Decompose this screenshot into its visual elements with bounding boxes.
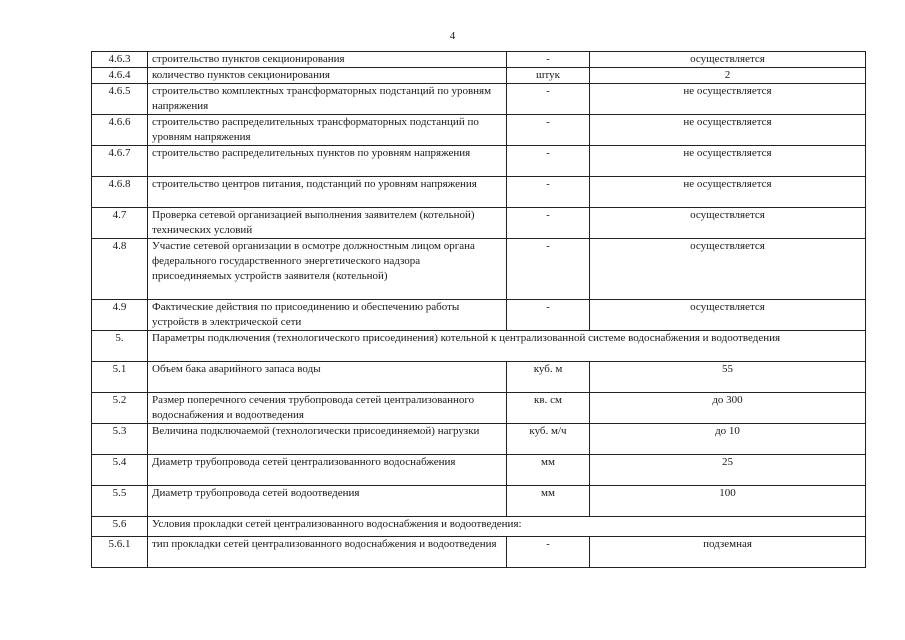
table-row (92, 115, 866, 146)
row-value: осуществляется (590, 300, 866, 331)
table-row (92, 146, 866, 177)
row-description: строительство центров питания, подстанций по уровням напряжения (148, 177, 507, 208)
table-row (92, 300, 866, 331)
row-number: 5.1 (92, 362, 148, 393)
table-row (92, 362, 866, 393)
row-unit: - (507, 84, 590, 115)
row-number: 5.6 (92, 517, 148, 537)
row-number: 4.6.5 (92, 84, 148, 115)
row-number: 5.6.1 (92, 537, 148, 568)
row-description: количество пунктов секционирования (148, 68, 507, 84)
row-unit: - (507, 208, 590, 239)
table-row (92, 68, 866, 84)
row-number: 4.6.6 (92, 115, 148, 146)
row-description: Размер поперечного сечения трубопровода сетей централизованного водоснабжения и водоотведения (148, 393, 507, 424)
row-value: 25 (590, 455, 866, 486)
row-number: 4.6.7 (92, 146, 148, 177)
row-number: 4.6.4 (92, 68, 148, 84)
row-number: 5.2 (92, 393, 148, 424)
table-row (92, 208, 866, 239)
row-number: 5.5 (92, 486, 148, 517)
row-unit: - (507, 115, 590, 146)
row-unit: куб. м/ч (507, 424, 590, 455)
row-value: не осуществляется (590, 115, 866, 146)
table-row (92, 455, 866, 486)
row-description: тип прокладки сетей централизованного водоснабжения и водоотведения (148, 537, 507, 568)
row-number: 4.9 (92, 300, 148, 331)
row-value: не осуществляется (590, 146, 866, 177)
row-description: строительство комплектных трансформаторных подстанций по уровням напряжения (148, 84, 507, 115)
table-row (92, 52, 866, 68)
row-value: подземная (590, 537, 866, 568)
row-number: 4.7 (92, 208, 148, 239)
row-description: Участие сетевой организации в осмотре должностным лицом органа федерального государственного энергетического надзора присоединяемых устройств заявителя (котельной) (148, 239, 507, 300)
row-value: осуществляется (590, 239, 866, 300)
section-title: Условия прокладки сетей централизованного водоснабжения и водоотведения: (148, 517, 866, 537)
page-number: 4 (449, 30, 456, 42)
row-unit: - (507, 239, 590, 300)
row-description: Фактические действия по присоединению и обеспечению работы устройств в электрической сети (148, 300, 507, 331)
row-description: Величина подключаемой (технологически присоединяемой) нагрузки (148, 424, 507, 455)
row-unit: куб. м (507, 362, 590, 393)
row-unit: кв. см (507, 393, 590, 424)
row-value: не осуществляется (590, 84, 866, 115)
row-number: 5.4 (92, 455, 148, 486)
row-value: 2 (590, 68, 866, 84)
section-row (92, 331, 866, 362)
section-title: Параметры подключения (технологического присоединения) котельной к централизованной системе водоснабжения и водоотведения (148, 331, 866, 362)
row-number: 4.6.3 (92, 52, 148, 68)
table-row (92, 393, 866, 424)
row-description: строительство пунктов секционирования (148, 52, 507, 68)
section-row (92, 517, 866, 537)
table-row (92, 486, 866, 517)
row-unit: мм (507, 486, 590, 517)
table-row (92, 424, 866, 455)
row-value: осуществляется (590, 52, 866, 68)
row-unit: - (507, 177, 590, 208)
row-unit: штук (507, 68, 590, 84)
row-value: 55 (590, 362, 866, 393)
row-description: строительство распределительных пунктов по уровням напряжения (148, 146, 507, 177)
row-description: Диаметр трубопровода сетей водоотведения (148, 486, 507, 517)
row-description: Объем бака аварийного запаса воды (148, 362, 507, 393)
row-description: Диаметр трубопровода сетей централизованного водоснабжения (148, 455, 507, 486)
row-unit: - (507, 146, 590, 177)
table-row (92, 84, 866, 115)
row-number: 4.6.8 (92, 177, 148, 208)
row-value: 100 (590, 486, 866, 517)
row-number: 5. (92, 331, 148, 362)
row-unit: - (507, 537, 590, 568)
row-value: осуществляется (590, 208, 866, 239)
row-value: не осуществляется (590, 177, 866, 208)
table-row (92, 537, 866, 568)
row-unit: мм (507, 455, 590, 486)
table-row (92, 177, 866, 208)
row-description: строительство распределительных трансформаторных подстанций по уровням напряжения (148, 115, 507, 146)
row-value: до 300 (590, 393, 866, 424)
row-description: Проверка сетевой организацией выполнения заявителем (котельной) технических условий (148, 208, 507, 239)
row-unit: - (507, 300, 590, 331)
row-unit: - (507, 52, 590, 68)
parameters-table (91, 51, 866, 568)
row-number: 4.8 (92, 239, 148, 300)
row-value: до 10 (590, 424, 866, 455)
table-row (92, 239, 866, 300)
row-number: 5.3 (92, 424, 148, 455)
